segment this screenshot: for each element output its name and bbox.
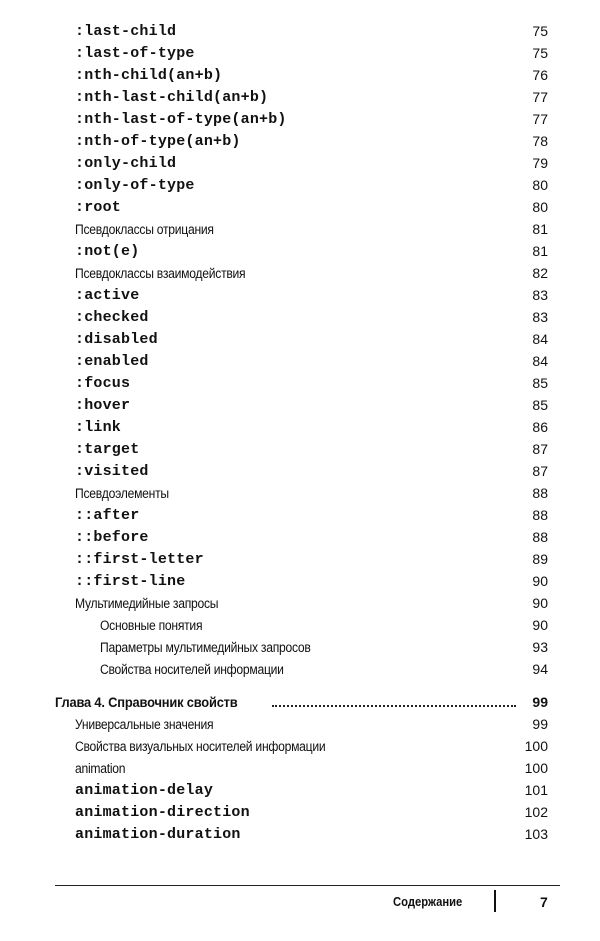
toc-entry — [0, 306, 600, 328]
toc-entry-page: 80 — [532, 199, 548, 215]
toc-entry-page: 89 — [532, 551, 548, 567]
toc-entry-label: animation-delay — [75, 781, 214, 799]
toc-entry — [0, 218, 600, 240]
toc-entry-label: :nth-of-type(an+b) — [75, 132, 241, 150]
toc-entry — [0, 240, 600, 262]
toc-entry-page: 99 — [532, 716, 548, 732]
toc-entry — [0, 823, 600, 845]
footer-section-title: Содержание — [393, 895, 463, 909]
toc-entry-label: :focus — [75, 374, 131, 392]
toc-entry — [0, 262, 600, 284]
toc-entry-label: animation-duration — [75, 825, 241, 843]
toc-entry — [0, 801, 600, 823]
toc-entry — [0, 614, 600, 636]
section-gap — [0, 680, 600, 691]
toc-entry-label: animation-direction — [75, 803, 250, 821]
toc-entry — [0, 658, 600, 680]
toc-entry-page: 78 — [532, 133, 548, 149]
toc-entry-label: :disabled — [75, 330, 158, 348]
toc-entry-page: 86 — [532, 419, 548, 435]
toc-entry-page: 85 — [532, 375, 548, 391]
toc-entry — [0, 757, 600, 779]
toc-entry-label: :last-of-type — [75, 44, 195, 62]
toc-entry — [0, 570, 600, 592]
toc-entry-page: 76 — [532, 67, 548, 83]
toc-entry-label: ::before — [75, 528, 149, 546]
footer-divider — [494, 890, 496, 912]
toc-entry-page: 87 — [532, 463, 548, 479]
toc-entry — [0, 64, 600, 86]
toc-entry-label: ::first-line — [75, 572, 186, 590]
toc-entry — [0, 86, 600, 108]
toc-entry — [0, 460, 600, 482]
toc-entry — [0, 130, 600, 152]
toc-entry-label: Основные понятия — [100, 617, 203, 633]
toc-entry-page: 81 — [532, 243, 548, 259]
toc-entry-label: :not(e) — [75, 242, 140, 260]
toc-entry-label: :only-of-type — [75, 176, 195, 194]
toc-entry-label: :only-child — [75, 154, 177, 172]
toc-entries-part-2 — [0, 713, 600, 845]
toc-entry — [0, 152, 600, 174]
toc-entry — [0, 438, 600, 460]
toc-entry-label: :active — [75, 286, 140, 304]
toc-entry-page: 81 — [532, 221, 548, 237]
toc-entry-label: ::after — [75, 506, 140, 524]
toc-entry — [0, 482, 600, 504]
toc-entry-label: Псевдоэлементы — [75, 485, 169, 501]
toc-entry-page: 100 — [524, 760, 548, 776]
toc-entry-page: 103 — [524, 826, 548, 842]
toc-entry-page: 90 — [532, 617, 548, 633]
chapter-title: Глава 4. Справочник свойств — [55, 694, 238, 710]
toc-entry-page: 79 — [532, 155, 548, 171]
toc-entry-label: Мультимедийные запросы — [75, 595, 219, 611]
table-of-contents — [0, 20, 600, 845]
toc-entry-page: 100 — [524, 738, 548, 754]
chapter-page-number: 99 — [532, 694, 548, 710]
toc-entry-page: 80 — [532, 177, 548, 193]
toc-entry-page: 82 — [532, 265, 548, 281]
toc-entry — [0, 328, 600, 350]
toc-entry-page: 87 — [532, 441, 548, 457]
toc-entry-label: ::first-letter — [75, 550, 204, 568]
leader-dots — [272, 700, 516, 707]
toc-entry-label: Параметры мультимедийных запросов — [100, 639, 311, 655]
toc-entry — [0, 394, 600, 416]
toc-entry — [0, 42, 600, 64]
toc-entry-page: 83 — [532, 287, 548, 303]
toc-entry-page: 77 — [532, 111, 548, 127]
toc-entry — [0, 779, 600, 801]
toc-entry-page: 93 — [532, 639, 548, 655]
toc-entry — [0, 735, 600, 757]
toc-entry-label: Свойства визуальных носителей информации — [75, 738, 326, 754]
toc-entries-part-1 — [0, 20, 600, 680]
toc-entry-page: 85 — [532, 397, 548, 413]
toc-entry-page: 88 — [532, 529, 548, 545]
toc-entry-label: :root — [75, 198, 122, 216]
toc-entry — [0, 108, 600, 130]
toc-entry-label: :visited — [75, 462, 149, 480]
toc-entry-label: :nth-child(an+b) — [75, 66, 223, 84]
toc-entry-label: Псевдоклассы взаимодействия — [75, 265, 246, 281]
toc-entry-label: Универсальные значения — [75, 716, 214, 732]
chapter-heading — [0, 691, 600, 713]
toc-entry-page: 84 — [532, 353, 548, 369]
toc-entry — [0, 548, 600, 570]
toc-entry-page: 88 — [532, 507, 548, 523]
toc-entry — [0, 592, 600, 614]
toc-entry-page: 75 — [532, 23, 548, 39]
toc-entry — [0, 504, 600, 526]
toc-entry — [0, 20, 600, 42]
toc-entry — [0, 350, 600, 372]
toc-entry — [0, 372, 600, 394]
toc-entry-page: 77 — [532, 89, 548, 105]
toc-entry-label: :checked — [75, 308, 149, 326]
toc-entry-label: animation — [75, 760, 126, 776]
toc-entry-label: Псевдоклассы отрицания — [75, 221, 214, 237]
toc-entry — [0, 526, 600, 548]
toc-entry-label: :nth-last-of-type(an+b) — [75, 110, 287, 128]
toc-entry-label: :enabled — [75, 352, 149, 370]
footer-page-number: 7 — [540, 894, 548, 910]
toc-entry — [0, 713, 600, 735]
toc-entry-label: :target — [75, 440, 140, 458]
toc-entry — [0, 636, 600, 658]
toc-entry-label: :nth-last-child(an+b) — [75, 88, 269, 106]
toc-entry — [0, 196, 600, 218]
toc-entry-label: Свойства носителей информации — [100, 661, 284, 677]
toc-entry — [0, 174, 600, 196]
toc-entry-page: 90 — [532, 573, 548, 589]
toc-entry-page: 75 — [532, 45, 548, 61]
toc-entry-page: 84 — [532, 331, 548, 347]
toc-entry — [0, 416, 600, 438]
footer-rule — [55, 885, 560, 886]
toc-entry-page: 83 — [532, 309, 548, 325]
toc-entry-page: 102 — [524, 804, 548, 820]
toc-entry-label: :hover — [75, 396, 131, 414]
toc-entry — [0, 284, 600, 306]
toc-entry-label: :link — [75, 418, 122, 436]
toc-entry-page: 101 — [524, 782, 548, 798]
toc-entry-label: :last-child — [75, 22, 177, 40]
toc-entry-page: 88 — [532, 485, 548, 501]
toc-entry-page: 94 — [532, 661, 548, 677]
toc-entry-page: 90 — [532, 595, 548, 611]
